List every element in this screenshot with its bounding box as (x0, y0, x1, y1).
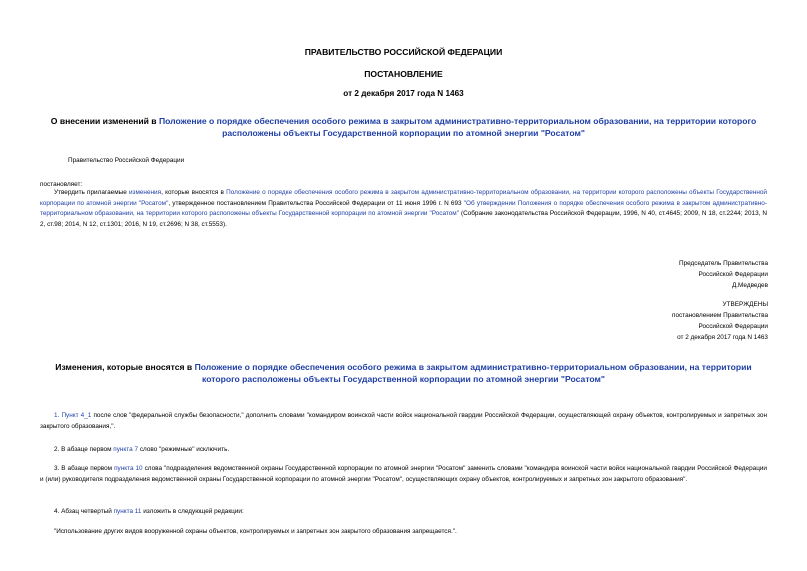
item-1-link[interactable]: 1. Пункт 4_1 (54, 412, 92, 419)
changes-title (40, 361, 767, 385)
preamble-government: Правительство Российской Федерации (68, 157, 185, 164)
document-date: от 2 декабря 2017 года N 1463 (343, 89, 464, 98)
resolution-link[interactable]: "Об утверждении Положения о порядке обеспечения особого режима в закрытом административно-территориальном образовании, на территории которого расположены объекты Государственной корпорации по атомной энергии "Росатом" (40, 199, 767, 218)
item-1-text: после слов "федеральной службы безопасности," дополнить словами "командиром воинской части войск национальной гвардии Российской Федерации, осуществляющей охрану объектов, контролируемых и запретных зон закрытого образования,". (40, 412, 767, 430)
body-text-4: (Собрание законодательства Российской Федерации, 1996, N 40, ст.4645; 2009, N 18, ст.2244; 2013, N 2, ст.98; 2014, N 12, ст.1301; 2016, N 19, ст.2696; N 38, ст.5553). (40, 210, 768, 228)
item-3-link[interactable]: пункта 10 (114, 465, 143, 472)
approval-line-2: постановлением Правительства (672, 312, 768, 319)
item-2-text: слово "режимные" исключить. (138, 446, 230, 453)
item-3-text: слова "подразделения ведомственной охраны Государственной корпорации по атомной энергии "Росатом" заменить словами "командира воинской части войск национальной гвардии Российской Федерации и (или) руководителя подразделения ведомственной охраны Государственной корпорации по атомной энергии "Росатом", осуществляющих охрану объектов, контролируемых и запретных зон закрытого образования". (40, 465, 767, 483)
change-item-3 (40, 463, 767, 485)
changes-link[interactable]: изменения (128, 189, 162, 196)
change-item-4 (40, 506, 767, 517)
item-quote-text: "Использование других видов вооруженной охраны объектов, контролируемых и запретных зон закрытого образования запрещается.". (54, 528, 457, 535)
approval-line-3: Российской Федерации (698, 323, 768, 330)
changes-title-prefix: Изменения, которые вносятся в (55, 362, 195, 372)
approval-line-4: от 2 декабря 2017 года N 1463 (677, 334, 768, 341)
signature-line-2: Российской Федерации (698, 271, 768, 278)
changes-title-link[interactable]: Положение о порядке обеспечения особого режима в закрытом административно-территориальном образовании, на территории которого расположены объекты Государственной корпорации по атомной энергии "Росатом" (194, 362, 752, 384)
change-item-1 (40, 410, 767, 432)
item-2-prefix: 2. В абзаце первом (54, 446, 114, 453)
government-header: ПРАВИТЕЛЬСТВО РОССИЙСКОЙ ФЕДЕРАЦИИ (304, 47, 503, 57)
title-link[interactable]: Положение о порядке обеспечения особого режима в закрытом административно-территориальном образовании, на территории которого расположены объекты Государственной корпорации по атомной энергии "Росатом" (158, 116, 757, 138)
item-4-text: изложить в следующей редакции: (141, 508, 244, 515)
item-4-prefix: 4. Абзац четвертый (54, 508, 114, 515)
approval-block (672, 299, 768, 343)
item-3-prefix: 3. В абзаце первом (54, 465, 115, 472)
document-type: ПОСТАНОВЛЕНИЕ (364, 69, 443, 79)
document-title (28, 115, 779, 139)
signature-line-1: Председатель Правительства (679, 260, 768, 267)
title-prefix: О внесении изменений в (50, 116, 159, 126)
signature-block (679, 258, 768, 291)
change-item-quote (40, 526, 767, 537)
preamble-decrees: постановляет: (40, 181, 83, 188)
change-item-2 (40, 444, 767, 455)
body-text-3: , утвержденное постановлением Правительства Российской Федерации от 11 июня 1996 г. N 693 (168, 199, 464, 207)
body-paragraph (40, 188, 767, 230)
body-text-1: Утвердить прилагаемые (54, 189, 129, 196)
approval-line-1: УТВЕРЖДЕНЫ (722, 301, 768, 308)
item-4-link[interactable]: пункта 11 (113, 508, 142, 515)
item-2-link[interactable]: пункта 7 (113, 446, 139, 453)
regulation-link[interactable]: Положение о порядке обеспечения особого режима в закрытом административно-территориальном образовании, на территории которого расположены объекты Государственной корпорации по атомной энергии "Росатом" (40, 189, 768, 207)
body-text-2: , которые вносятся в (161, 189, 227, 196)
signature-line-3: Д.Медведев (731, 282, 768, 289)
